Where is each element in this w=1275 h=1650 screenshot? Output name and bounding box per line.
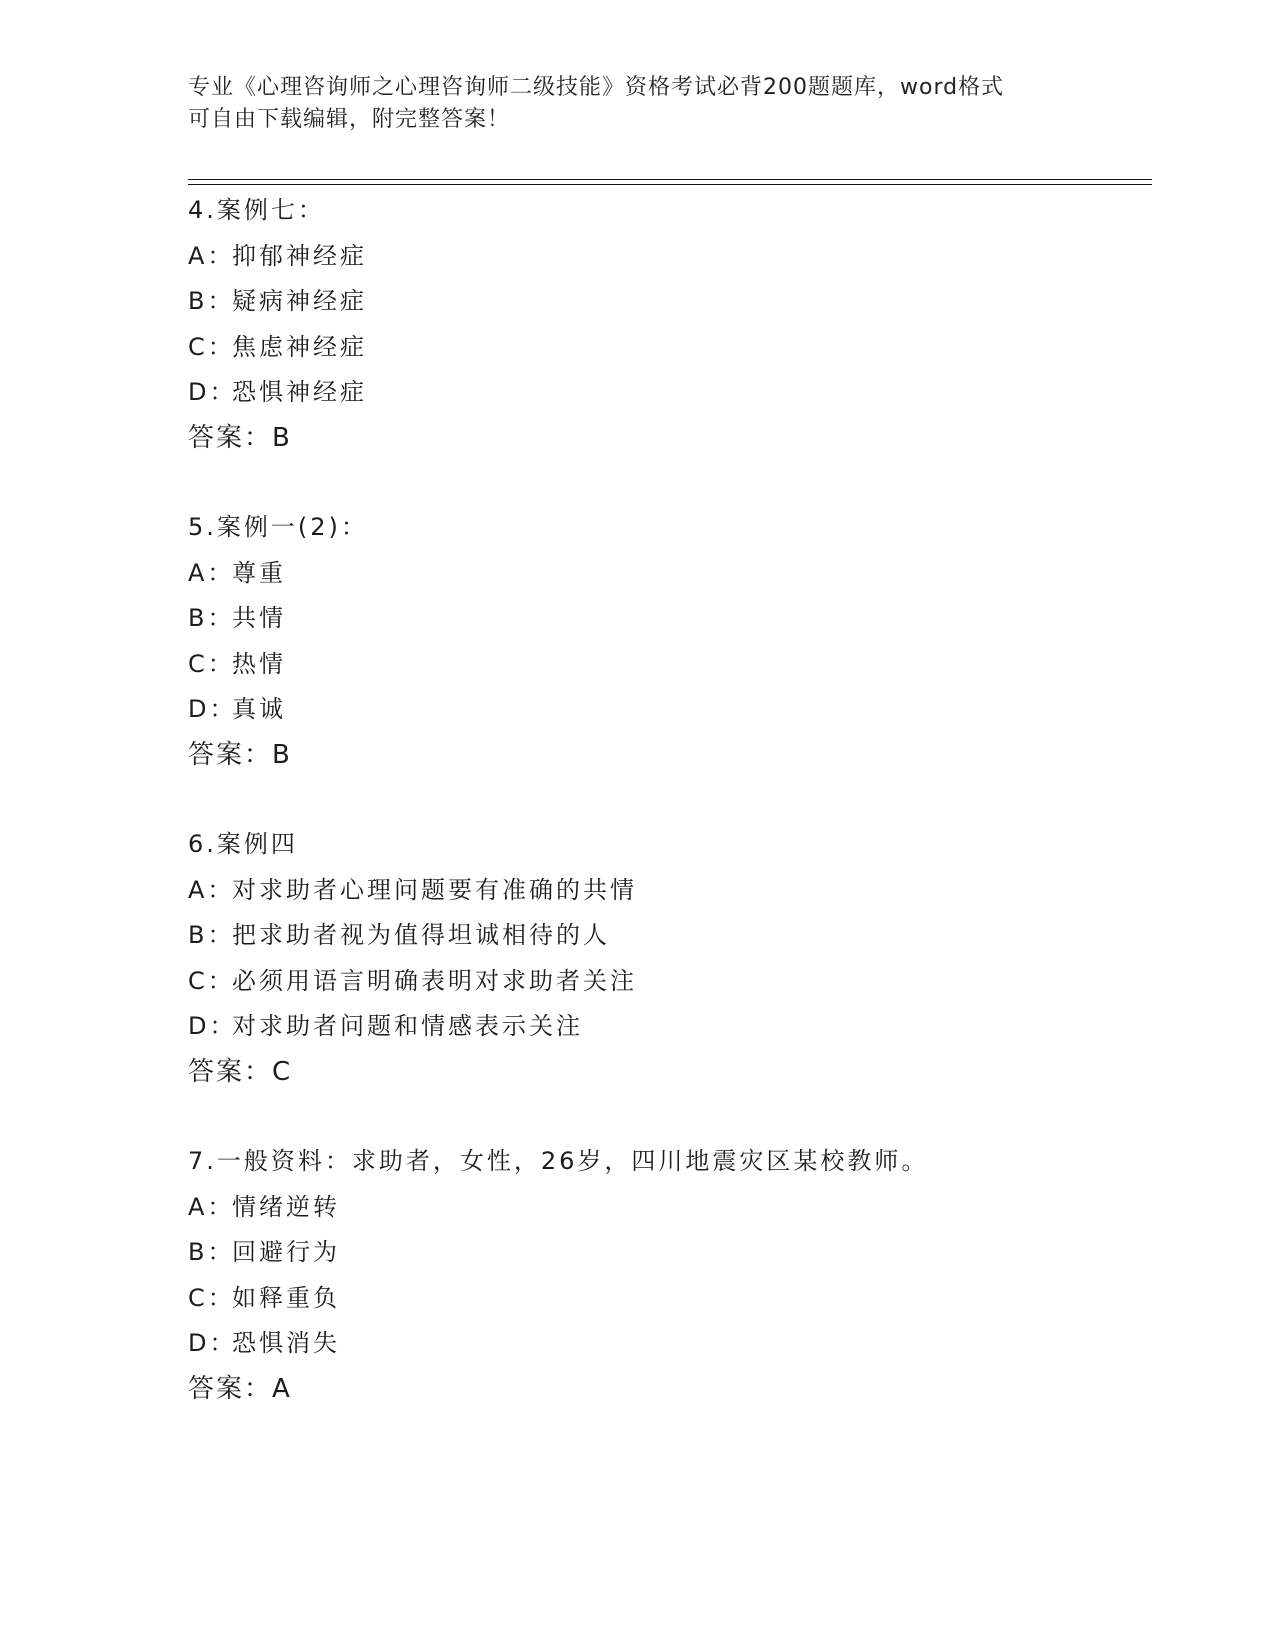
option-key: C：: [188, 649, 235, 678]
option-d: [188, 370, 1148, 416]
option-text: 尊重: [232, 558, 286, 587]
option-b: [188, 1230, 1148, 1276]
option-text: 把求助者视为值得坦诚相待的人: [232, 921, 610, 949]
option-text: 对求助者心理问题要有准确的共情: [232, 875, 637, 904]
option-key: B：: [188, 287, 235, 315]
option-text: 抑郁神经症: [232, 241, 367, 270]
option-b: [188, 596, 1148, 642]
option-key: B：: [188, 1238, 235, 1266]
option-d: [188, 687, 1148, 733]
option-text: 共情: [232, 604, 286, 632]
option-c: [188, 642, 1148, 688]
option-key: B：: [188, 604, 235, 632]
option-key: A：: [188, 241, 235, 270]
header-line-1: 专业《心理咨询师之心理咨询师二级技能》资格考试必背200题题库，word格式: [188, 75, 1005, 100]
header-divider-bottom: [188, 184, 1152, 185]
option-key: B：: [188, 921, 235, 949]
question-title: 5.案例一(2)：: [188, 513, 368, 541]
option-b: [188, 913, 1148, 959]
option-key: D：: [188, 1012, 237, 1040]
question-item: [188, 188, 1148, 461]
question-title: 7.一般资料：求助者，女性，26岁，四川地震灾区某校教师。: [188, 1147, 929, 1175]
option-text: 真诚: [232, 695, 286, 723]
option-text: 热情: [232, 649, 286, 678]
question-list: [188, 188, 1148, 1456]
answer: 答案：C: [188, 1056, 293, 1087]
option-d: [188, 1004, 1148, 1050]
option-b: [188, 279, 1148, 325]
option-text: 如释重负: [232, 1283, 340, 1312]
answer: 答案：A: [188, 1373, 292, 1404]
option-key: C：: [188, 966, 235, 995]
option-key: D：: [188, 378, 237, 406]
option-text: 必须用语言明确表明对求助者关注: [232, 966, 637, 995]
option-key: D：: [188, 695, 237, 723]
option-c: [188, 959, 1148, 1005]
option-text: 对求助者问题和情感表示关注: [232, 1012, 583, 1040]
option-key: C：: [188, 1283, 235, 1312]
option-a: [188, 551, 1148, 597]
answer: 答案：B: [188, 422, 292, 453]
answer: 答案：B: [188, 739, 292, 770]
option-key: A：: [188, 558, 235, 587]
option-a: [188, 1185, 1148, 1231]
document-header: [188, 72, 1088, 136]
question-item: [188, 1139, 1148, 1412]
question-title: 6.案例四: [188, 830, 298, 858]
option-a: [188, 234, 1148, 280]
option-key: C：: [188, 332, 235, 361]
question-title: 4.案例七：: [188, 196, 325, 224]
option-text: 恐惧消失: [232, 1329, 340, 1357]
question-item: [188, 822, 1148, 1095]
header-line-2: 可自由下载编辑，附完整答案！: [188, 107, 511, 132]
header-divider-top: [188, 179, 1152, 180]
option-text: 焦虑神经症: [232, 332, 367, 361]
option-c: [188, 1276, 1148, 1322]
option-text: 恐惧神经症: [232, 378, 367, 406]
option-text: 情绪逆转: [232, 1192, 340, 1221]
option-text: 回避行为: [232, 1238, 340, 1266]
option-key: D：: [188, 1329, 237, 1357]
option-key: A：: [188, 875, 235, 904]
option-key: A：: [188, 1192, 235, 1221]
option-c: [188, 325, 1148, 371]
option-d: [188, 1321, 1148, 1367]
option-a: [188, 868, 1148, 914]
question-item: [188, 505, 1148, 778]
option-text: 疑病神经症: [232, 287, 367, 315]
